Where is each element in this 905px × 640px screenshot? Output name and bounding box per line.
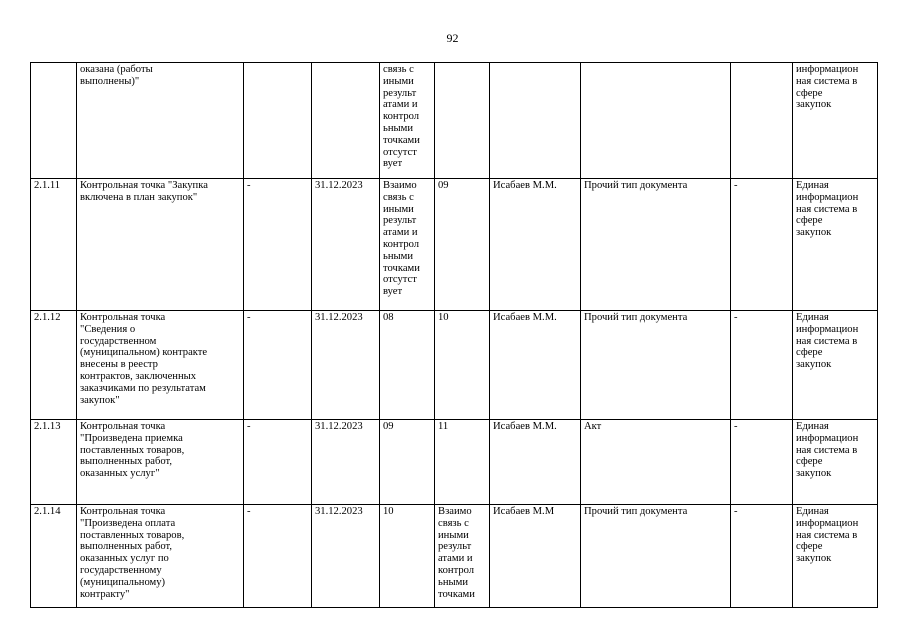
row-number: 2.1.12 — [31, 311, 77, 420]
end-date: 31.12.2023 — [312, 420, 380, 505]
previous-event: 10 — [380, 505, 435, 608]
table-row — [31, 311, 878, 420]
information-system: Единая информацион ная система в сфере закупок — [793, 420, 878, 505]
control-point-name: оказана (работы выполнены)" — [77, 63, 244, 179]
table-row — [31, 420, 878, 505]
document-detail — [731, 63, 793, 179]
document-detail: - — [731, 311, 793, 420]
previous-event: 08 — [380, 311, 435, 420]
row-number: 2.1.11 — [31, 179, 77, 311]
row-number: 2.1.14 — [31, 505, 77, 608]
information-system: Единая информацион ная система в сфере закупок — [793, 179, 878, 311]
next-event: 09 — [435, 179, 490, 311]
start-date: - — [244, 179, 312, 311]
next-event: 10 — [435, 311, 490, 420]
next-event — [435, 63, 490, 179]
control-point-name: Контрольная точка "Произведена оплата поставленных товаров, выполненных работ, оказанных услуг по государственному (муниципальному) контракту" — [77, 505, 244, 608]
start-date: - — [244, 311, 312, 420]
end-date: 31.12.2023 — [312, 505, 380, 608]
previous-event: связь с иными результ атами и контрол ьными точками отсутст вует — [380, 63, 435, 179]
end-date — [312, 63, 380, 179]
table-row — [31, 63, 878, 179]
document-detail: - — [731, 505, 793, 608]
page-number: 92 — [446, 31, 459, 45]
responsible-person — [490, 63, 581, 179]
row-number — [31, 63, 77, 179]
responsible-person: Исабаев М.М — [490, 505, 581, 608]
information-system: Единая информацион ная система в сфере закупок — [793, 311, 878, 420]
responsible-person: Исабаев М.М. — [490, 179, 581, 311]
control-point-name: Контрольная точка "Сведения о государственном (муниципальном) контракте внесены в реестр контрактов, заключенных заказчиками по результатам закупок" — [77, 311, 244, 420]
start-date: - — [244, 420, 312, 505]
information-system: Единая информацион ная система в сфере закупок — [793, 505, 878, 608]
document-type — [581, 63, 731, 179]
previous-event: 09 — [380, 420, 435, 505]
document-detail: - — [731, 420, 793, 505]
table-row — [31, 505, 878, 608]
document-detail: - — [731, 179, 793, 311]
control-points-table — [30, 62, 878, 608]
document-type: Прочий тип документа — [581, 505, 731, 608]
responsible-person: Исабаев М.М. — [490, 420, 581, 505]
start-date: - — [244, 505, 312, 608]
information-system: информацион ная система в сфере закупок — [793, 63, 878, 179]
next-event: Взаимо связь с иными результ атами и контрол ьными точками — [435, 505, 490, 608]
end-date: 31.12.2023 — [312, 311, 380, 420]
start-date — [244, 63, 312, 179]
row-number: 2.1.13 — [31, 420, 77, 505]
end-date: 31.12.2023 — [312, 179, 380, 311]
control-point-name: Контрольная точка "Произведена приемка поставленных товаров, выполненных работ, оказанных услуг" — [77, 420, 244, 505]
previous-event: Взаимо связь с иными результ атами и контрол ьными точками отсутст вует — [380, 179, 435, 311]
control-point-name: Контрольная точка "Закупка включена в план закупок" — [77, 179, 244, 311]
document-type: Прочий тип документа — [581, 179, 731, 311]
document-type: Прочий тип документа — [581, 311, 731, 420]
table-row — [31, 179, 878, 311]
next-event: 11 — [435, 420, 490, 505]
responsible-person: Исабаев М.М. — [490, 311, 581, 420]
document-type: Акт — [581, 420, 731, 505]
